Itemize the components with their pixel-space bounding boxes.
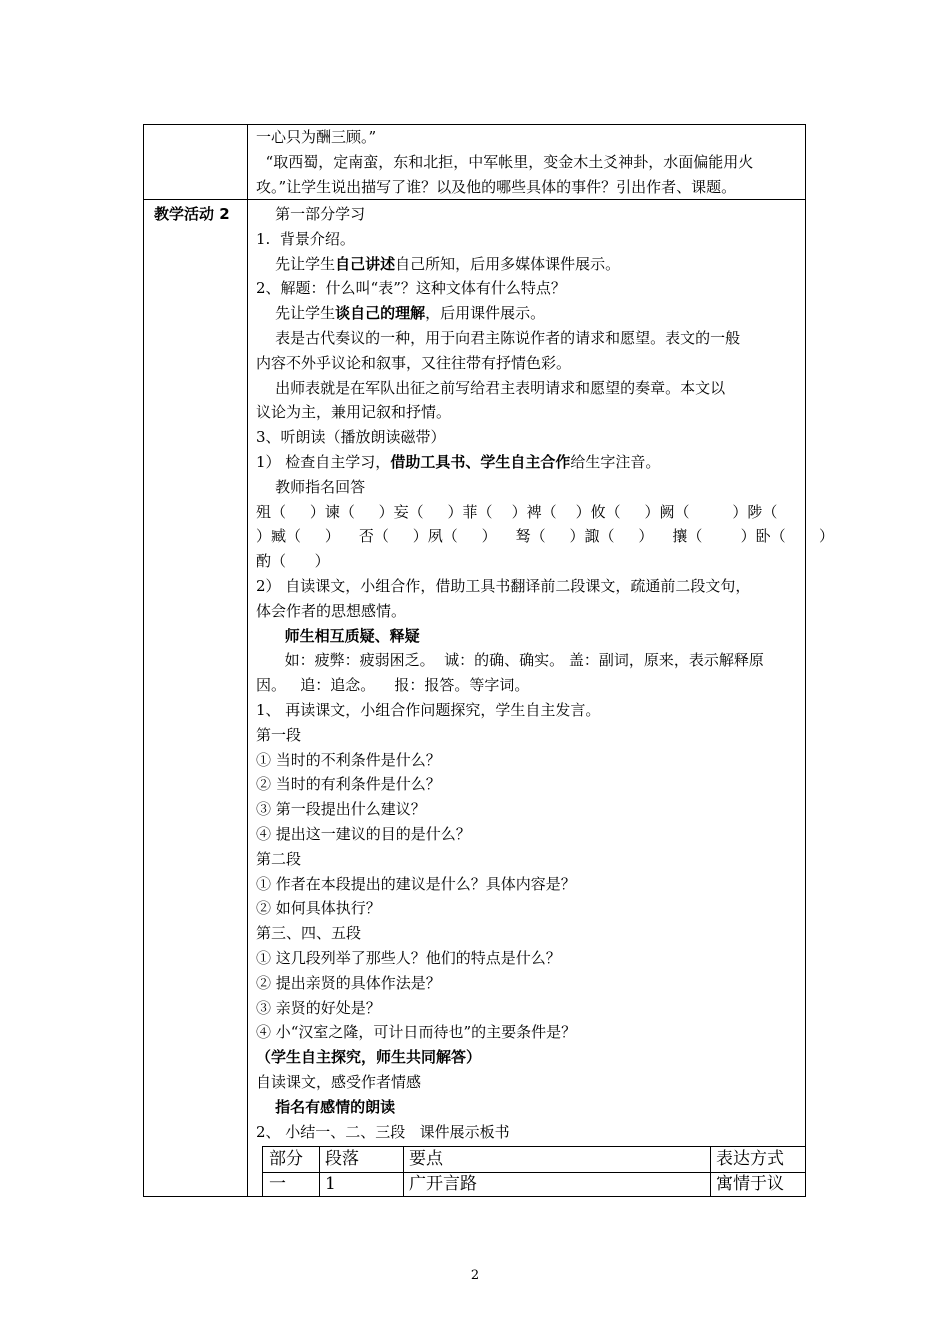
text-line	[256, 452, 660, 472]
text-line	[256, 551, 330, 571]
text-line	[256, 1122, 510, 1142]
text-run: 第一部分学习	[256, 205, 366, 223]
text-line	[256, 626, 420, 646]
summary-cell: 广开言路	[409, 1174, 477, 1194]
text-run: 第二段	[256, 849, 302, 868]
text-run: 1） 检查自主学习，	[256, 453, 391, 471]
bold-text: 借助工具书、学生自主合作	[390, 453, 571, 471]
text-run: 第一段	[256, 725, 302, 744]
text-line	[256, 278, 566, 298]
text-run: 内容不外乎议论和叙事，又往往带有抒情色彩。	[256, 353, 572, 372]
text-line	[256, 502, 777, 522]
text-run: 因。 追：追念。 报：报答。等字词。	[256, 676, 530, 695]
text-run: ）臧（ ） 否（ ）夙（ ） 驽（ ）諏（ ） 攘（ ）卧（ ）	[256, 527, 834, 546]
bold-text: 师生相互质疑、释疑	[284, 626, 420, 645]
text-line	[256, 1047, 481, 1067]
text-run: 酌（ ）	[256, 552, 330, 571]
summary-table	[262, 1146, 806, 1197]
text-run: ① 这几段列举了那些人？他们的特点是什么？	[256, 949, 561, 967]
text-run: 1. 背景介绍。	[256, 229, 355, 248]
activity-label: 教学活动 2	[154, 205, 230, 223]
text-run: ② 如何具体执行？	[256, 899, 381, 918]
text-line	[256, 427, 446, 447]
text-run: ③ 第一段提出什么建议？	[256, 800, 426, 819]
text-line	[256, 923, 361, 943]
text-run: ④ 小“汉室之隆，可计日而待也”的主要条件是？	[256, 1023, 577, 1042]
text-run: ② 当时的有利条件是什么？	[256, 775, 441, 794]
text-line	[256, 1022, 576, 1042]
text-run: 自读课文，感受作者情感	[256, 1073, 422, 1091]
text-line: “取西蜀，定南蛮，东和北拒，中军帐里，变金木土爻神卦，水面偏能用火	[256, 153, 754, 171]
text-line	[256, 650, 764, 670]
summary-cell: 寓情于议	[716, 1174, 784, 1194]
text-run: 表是古代奏议的一种，用于向君主陈说作者的请求和愿望。表文的一般	[256, 329, 741, 347]
text-line	[256, 799, 426, 819]
text-run: 议论为主，兼用记叙和抒情。	[256, 403, 452, 422]
text-run: ① 作者在本段提出的建议是什么？具体内容是？	[256, 874, 576, 893]
text-line	[256, 526, 834, 546]
summary-header-cell: 段落	[325, 1149, 359, 1169]
text-run: 如：疲弊：疲弱困乏。 诚：的确、确实。 盖：副词，原来，表示解释原	[256, 651, 764, 670]
text-line	[256, 576, 750, 596]
text-line	[256, 700, 600, 720]
text-line: 一心只为酬三顾。”	[256, 128, 377, 146]
text-line	[256, 675, 529, 695]
text-run: 出师表就是在军队出征之前写给君主表明请求和愿望的奏章。本文以	[256, 378, 726, 397]
text-line	[256, 254, 620, 274]
text-run: 体会作者的思想感情。	[256, 601, 407, 620]
bold-text: 谈自己的理解	[335, 304, 426, 323]
text-line	[256, 973, 441, 993]
text-run: 2、解题：什么叫“表”？这种文体有什么特点？	[256, 279, 566, 298]
summary-header-cell: 部分	[269, 1149, 303, 1169]
text-run: 自己所知，后用多媒体课件展示。	[395, 254, 621, 273]
text-line	[256, 874, 576, 894]
text-line	[256, 402, 451, 422]
text-run	[256, 627, 285, 645]
lesson-table	[143, 124, 834, 1197]
text-line	[256, 774, 441, 794]
text-line	[256, 998, 381, 1018]
text-run: ④ 提出这一建议的目的是什么？	[256, 825, 471, 843]
text-line: 攻。”让学生说出描写了谁？以及他的哪些具体的事件？引出作者、课题。	[256, 178, 737, 196]
page-number: 2	[470, 1268, 480, 1283]
text-line	[256, 229, 355, 249]
text-line	[256, 204, 365, 224]
text-run: 第三、四、五段	[256, 924, 362, 943]
text-line	[256, 824, 471, 844]
text-run: 给生字注音。	[570, 453, 661, 471]
text-line	[256, 1097, 395, 1117]
text-line	[256, 1072, 421, 1092]
text-line	[256, 328, 740, 348]
text-run: 教师指名回答	[256, 477, 366, 496]
text-line	[256, 898, 381, 918]
text-run: 1、 再读课文，小组合作问题探究，学生自主发言。	[256, 701, 601, 719]
text-line	[256, 477, 365, 497]
text-run: 殂（ ）谏（ ）妄（ ）菲（ ）裨（ ）攸（ ）阙（ ）陟（	[256, 502, 778, 521]
text-run: 2） 自读课文，小组合作，借助工具书翻译前二段课文，疏通前二段文句，	[256, 577, 751, 595]
text-line	[256, 353, 571, 373]
text-run: ③ 亲贤的好处是？	[256, 998, 381, 1017]
text-line	[256, 948, 561, 968]
text-run: ① 当时的不利条件是什么？	[256, 750, 441, 769]
text-run: 3、听朗读（播放朗读磁带）	[256, 428, 446, 447]
row-divider	[144, 199, 805, 200]
summary-header-cell: 表达方式	[716, 1149, 784, 1169]
bold-text: 自己讲述	[335, 254, 396, 273]
text-line	[256, 303, 545, 323]
text-run: 先让学生	[256, 254, 336, 273]
text-run: 2、 小结一、二、三段 课件展示板书	[256, 1122, 510, 1141]
text-run: ，后用课件展示。	[425, 304, 546, 323]
summary-cell: 1	[325, 1174, 336, 1194]
text-line	[256, 601, 406, 621]
column-divider	[247, 125, 248, 1196]
text-run: 先让学生	[256, 304, 336, 323]
text-run: ② 提出亲贤的具体作法是？	[256, 973, 441, 992]
summary-header-cell: 要点	[409, 1149, 443, 1169]
bold-text: 指名有感情的朗读	[275, 1097, 396, 1116]
text-line	[256, 725, 301, 745]
text-line	[256, 750, 441, 770]
bold-text: （学生自主探究，师生共同解答）	[256, 1048, 482, 1067]
text-line	[256, 849, 301, 869]
summary-cell: 一	[269, 1174, 286, 1194]
text-line	[256, 378, 725, 398]
text-run	[256, 1098, 275, 1116]
